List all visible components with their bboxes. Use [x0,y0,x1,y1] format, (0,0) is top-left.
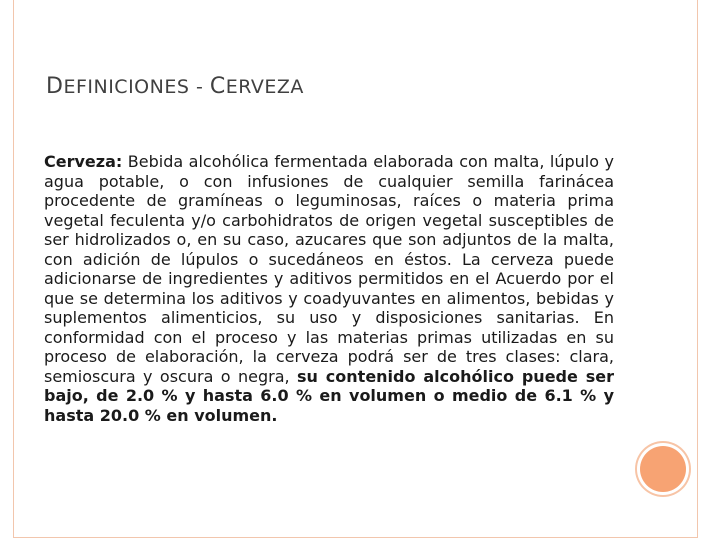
title-part-2: ERVEZA [225,76,304,98]
definition-paragraph [44,152,614,425]
definition-bold-end: su contenido alcohólico puede ser bajo, de 2.0 % y hasta 6.0 % en volumen o medio de 6.1 % y hasta 20.0 % en volumen. [44,366,615,425]
definition-text: Bebida alcohólica fermentada elaborada con malta, lúpulo y agua potable, o con infusiones de cualquier semilla farinácea procedente de gramíneas o leguminosas, raíces o materia prima vegetal feculenta y/o carbohidratos de origen vegetal susceptibles de ser hidrolizados o, en su caso, azucares que son adjuntos de la malta, con adición de lúpulos o sucedáneos en éstos. La cerveza puede adicionarse de ingredientes y aditivos permitidos en el Acuerdo por el que se determina los aditivos y coadyuvantes en alimentos, bebidas y suplementos alimenticios, su uso y disposiciones sanitarias. En conformidad con el proceso y las materias primas utilizadas en su proceso de elaboración, la cerveza podrá ser de tres clases: clara, semioscura y oscura o negra, [44,152,614,386]
slide-title [46,74,304,99]
title-initial-d: D [46,74,64,99]
definition-term: Cerveza: [44,152,123,171]
decorative-circle [640,446,686,492]
title-initial-c: C [209,74,226,99]
title-part-1: EFINICIONES - [63,76,210,98]
